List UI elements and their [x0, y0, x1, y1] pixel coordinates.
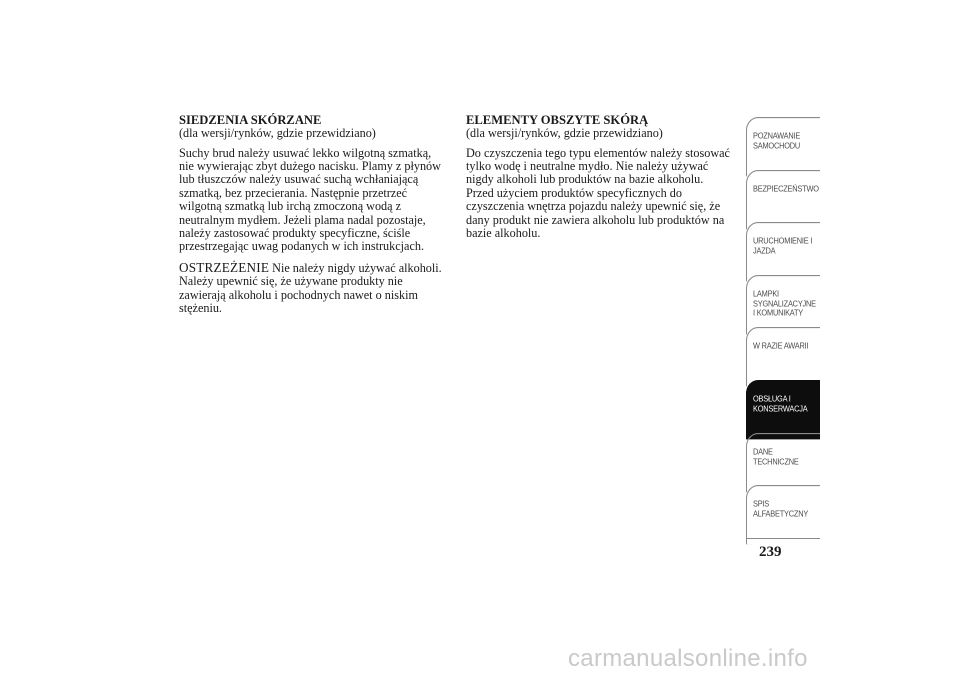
tab-dane-techniczne[interactable]: DANE TECHNICZNE [746, 433, 820, 492]
leather-elements-body: Do czyszczenia tego typu elementów należy stosować tylko wodę i neutralne mydło. Nie należy używać nigdy alkoholi lub produktów na bazie alkoholu. Przed użyciem produktów specyficznych do czyszczenia wnętrza pojazdu należy upewnić się, że dany produkt nie zawiera alkoholu lub produktów na bazie alkoholu. [466, 145, 730, 241]
watermark: carmanualsonline.info [568, 645, 808, 672]
tab-obsluga-i-konserwacja[interactable]: OBSŁUGA I KONSERWACJA [746, 380, 820, 439]
leather-elements-heading: ELEMENTY OBSZYTE SKÓRĄ [466, 113, 649, 127]
tab-w-razie-awarii[interactable]: W RAZIE AWARII [746, 327, 820, 386]
chapter-tabs [746, 117, 820, 539]
tab-spis-alfabetyczny[interactable]: SPIS ALFABETYCZNY [746, 485, 820, 544]
tab-bezpieczenstwo[interactable]: BEZPIECZEŃSTWO [746, 170, 820, 229]
leather-elements-subtitle: (dla wersji/rynków, gdzie przewidziano) [466, 126, 663, 141]
warning-first-line: Nie należy nigdy używać alkoholi. [269, 260, 442, 275]
left-column [179, 114, 451, 322]
tab-poznawanie-samochodu[interactable]: POZNAWANIE SAMOCHODU [746, 117, 820, 176]
right-column [466, 114, 738, 247]
leather-seats-heading: SIEDZENIA SKÓRZANE [179, 113, 322, 127]
leather-seats-subtitle: (dla wersji/rynków, gdzie przewidziano) [179, 126, 376, 141]
page-number: 239 [759, 544, 782, 560]
leather-seats-body: Suchy brud należy usuwać lekko wilgotną szmatką, nie wywierając zbyt dużego nacisku. Plamy z płynów lub tłuszczów należy usuwać suchą wchłaniającą szmatką, bez przecierania. Następnie przetrzeć wilgotną szmatką lub irchą zmoczoną wodą z neutralnym mydłem. Jeżeli plama nadal pozostaje, należy zastosować produkty specyficzne, ściśle przestrzegając uwag podanych w ich instrukcjach. [179, 145, 441, 254]
warning-paragraph: OSTRZEŻENIE Nie należy nigdy używać alkoholi. Należy upewnić się, że używane produkty nie zawierają alkoholu i pochodnych nawet o niskim stężeniu. [179, 259, 442, 316]
tab-uruchomienie-i-jazda[interactable]: URUCHOMIENIE I JAZDA [746, 222, 820, 281]
warning-label: OSTRZEŻENIE [179, 259, 270, 275]
tab-lampki-sygnalizacyjne[interactable]: LAMPKI SYGNALIZACYJNE I KOMUNIKATY [746, 275, 820, 334]
